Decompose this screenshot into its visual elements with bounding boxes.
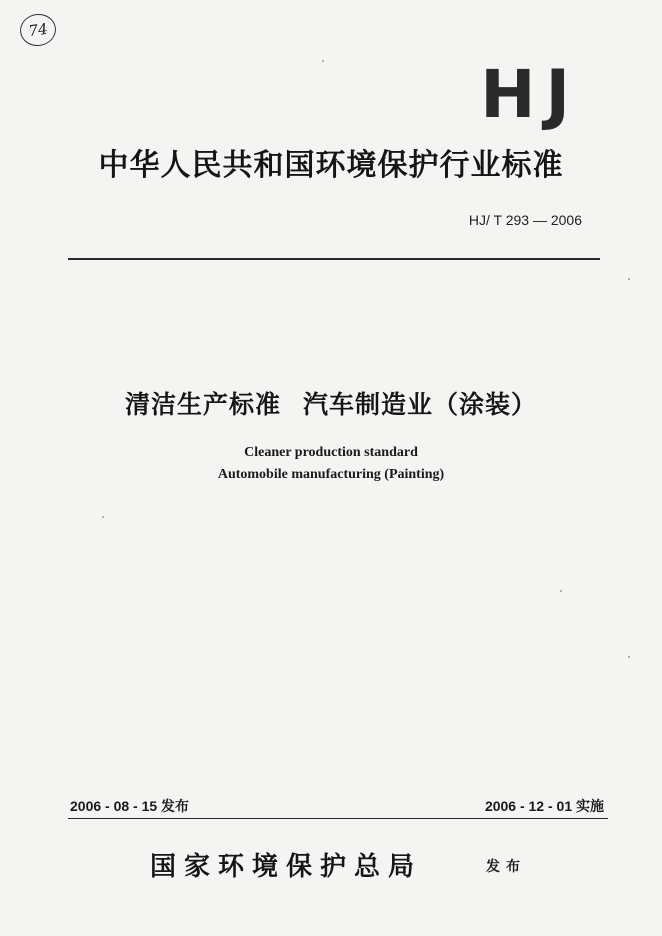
english-title: [0, 442, 662, 486]
document-title-part1: 清洁生产标准: [124, 390, 281, 419]
hj-logo: HJ: [480, 56, 580, 133]
scan-speck: [560, 590, 562, 592]
handwritten-page-mark: 74: [18, 12, 58, 49]
standard-code: HJ/ T 293 — 2006: [468, 212, 582, 228]
standard-category-title: 中华人民共和国环境保护行业标准: [98, 148, 564, 183]
scan-speck: [102, 516, 104, 518]
issue-date: 2006 - 08 - 15 发布: [70, 798, 190, 814]
document-title: [0, 385, 662, 421]
scan-speck: [628, 278, 630, 280]
issuing-authority: 国家环境保护总局: [150, 852, 423, 882]
document-title-part2: 汽车制造业（涂装）: [303, 390, 538, 419]
issuing-authority-suffix: 发布: [486, 859, 526, 875]
scan-speck: [322, 60, 324, 62]
english-title-line1: Cleaner production standard: [244, 445, 418, 460]
english-title-line2: Automobile manufacturing (Painting): [217, 467, 445, 482]
scan-speck: [628, 656, 630, 658]
top-divider: [68, 258, 600, 260]
bottom-divider: [68, 818, 608, 819]
effective-date: 2006 - 12 - 01 实施: [484, 798, 604, 814]
